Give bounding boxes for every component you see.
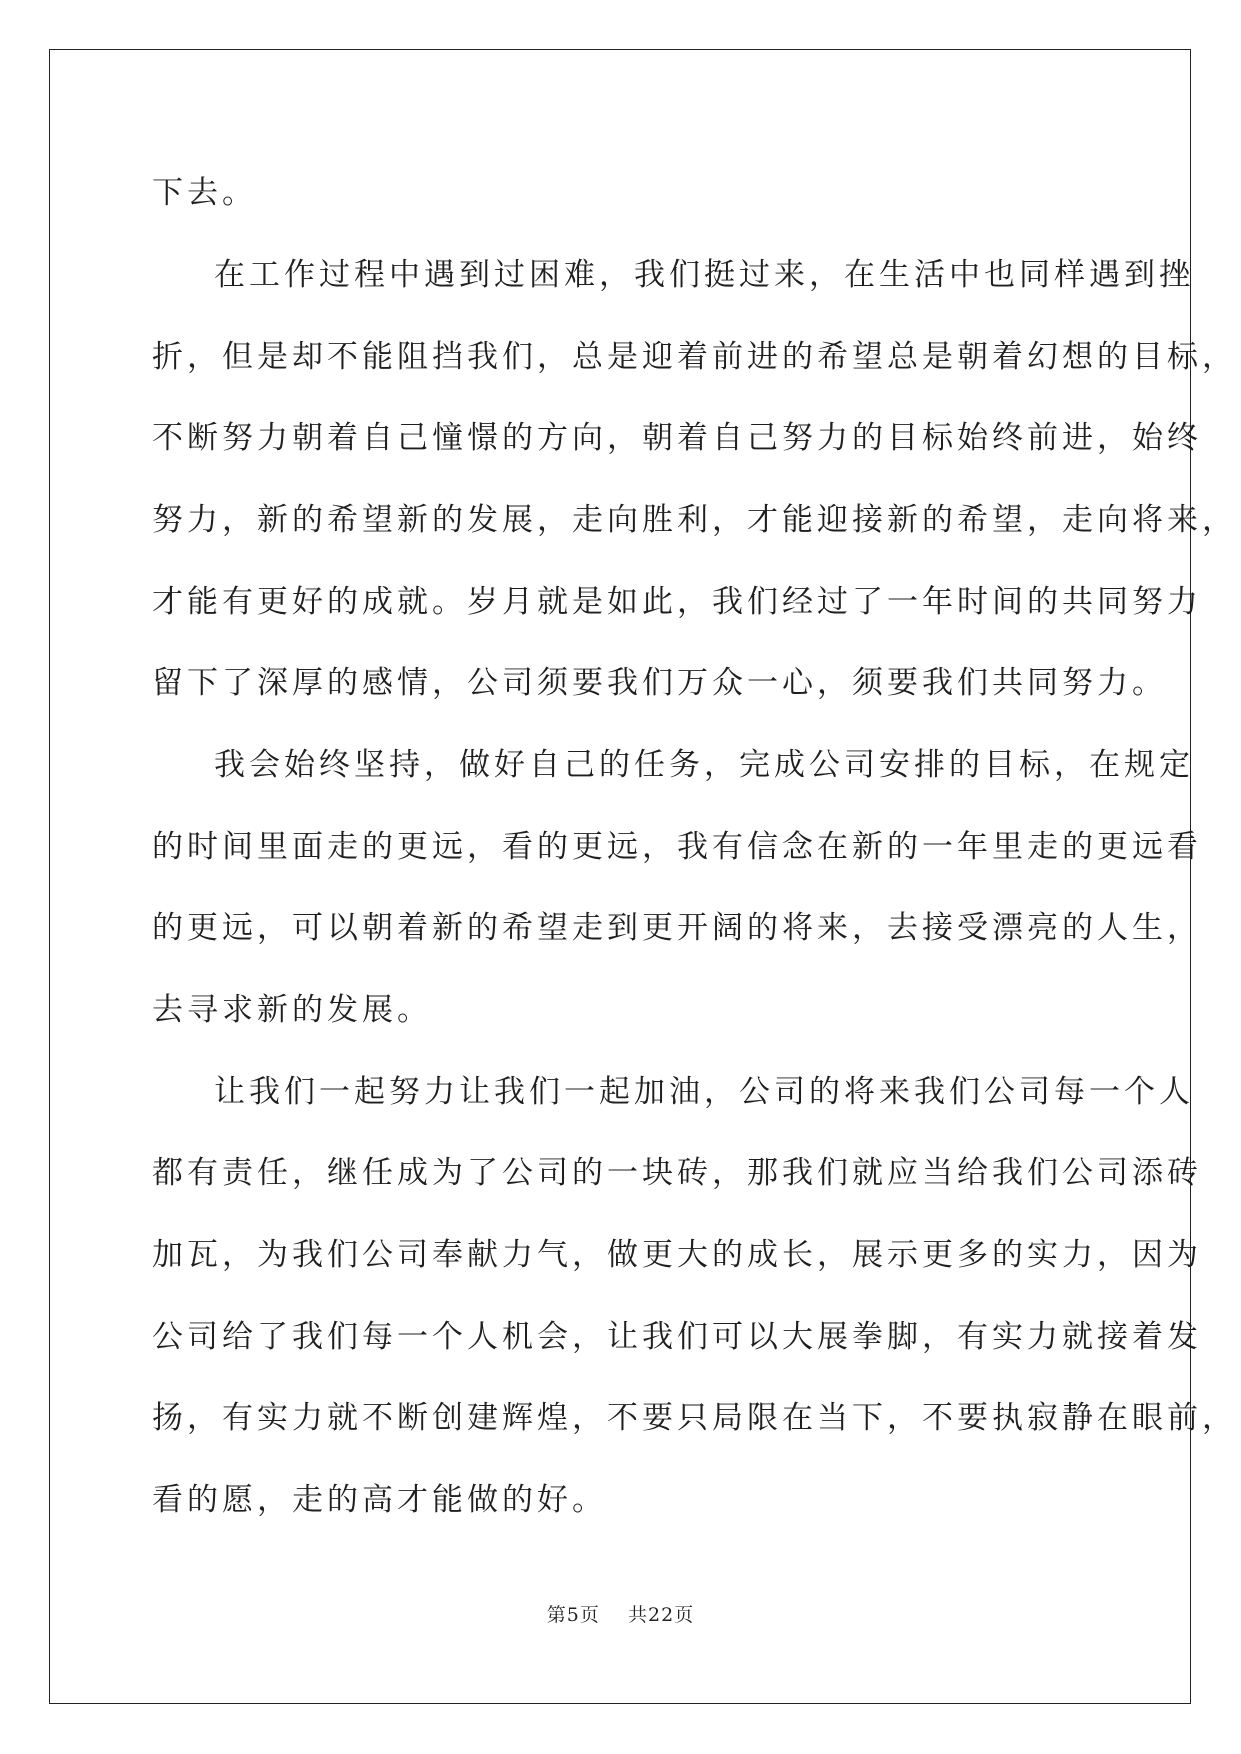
text-line: 去寻求新的发展。 bbox=[152, 992, 432, 1028]
text-line: 下去。 bbox=[152, 175, 257, 211]
text-line: 不断努力朝着自己憧憬的方向，朝着自己努力的目标始终前进，始终 bbox=[152, 420, 1202, 456]
text-line: 让我们一起努力让我们一起加油，公司的将来我们公司每一个人 bbox=[214, 1074, 1194, 1110]
text-line: 看的愿，走的高才能做的好。 bbox=[152, 1482, 607, 1518]
text-line: 都有责任，继任成为了公司的一块砖，那我们就应当给我们公司添砖 bbox=[152, 1155, 1202, 1191]
text-line: 我会始终坚持，做好自己的任务，完成公司安排的目标，在规定 bbox=[214, 747, 1194, 783]
text-line: 才能有更好的成就。岁月就是如此，我们经过了一年时间的共同努力 bbox=[152, 584, 1202, 620]
text-line: 的更远，可以朝着新的希望走到更开阔的将来，去接受漂亮的人生， bbox=[152, 910, 1202, 946]
text-line: 折，但是却不能阻挡我们，总是迎着前进的希望总是朝着幻想的目标， bbox=[152, 339, 1237, 375]
text-line: 扬，有实力就不断创建辉煌，不要只局限在当下，不要执寂静在眼前， bbox=[152, 1400, 1237, 1436]
text-line: 留下了深厚的感情，公司须要我们万众一心，须要我们共同努力。 bbox=[152, 665, 1167, 701]
text-line: 努力，新的希望新的发展，走向胜利，才能迎接新的希望，走向将来， bbox=[152, 502, 1237, 538]
text-line: 公司给了我们每一个人机会，让我们可以大展拳脚，有实力就接着发 bbox=[152, 1319, 1202, 1355]
page-footer bbox=[0, 1600, 1241, 1627]
text-line: 的时间里面走的更远，看的更远，我有信念在新的一年里走的更远看 bbox=[152, 829, 1202, 865]
page-number: 第5页 bbox=[546, 1604, 600, 1626]
text-line: 加瓦，为我们公司奉献力气，做更大的成长，展示更多的实力，因为 bbox=[152, 1237, 1202, 1273]
page-border bbox=[49, 49, 1191, 1704]
text-line: 在工作过程中遇到过困难，我们挺过来，在生活中也同样遇到挫 bbox=[214, 257, 1194, 293]
page-total: 共22页 bbox=[628, 1604, 695, 1626]
